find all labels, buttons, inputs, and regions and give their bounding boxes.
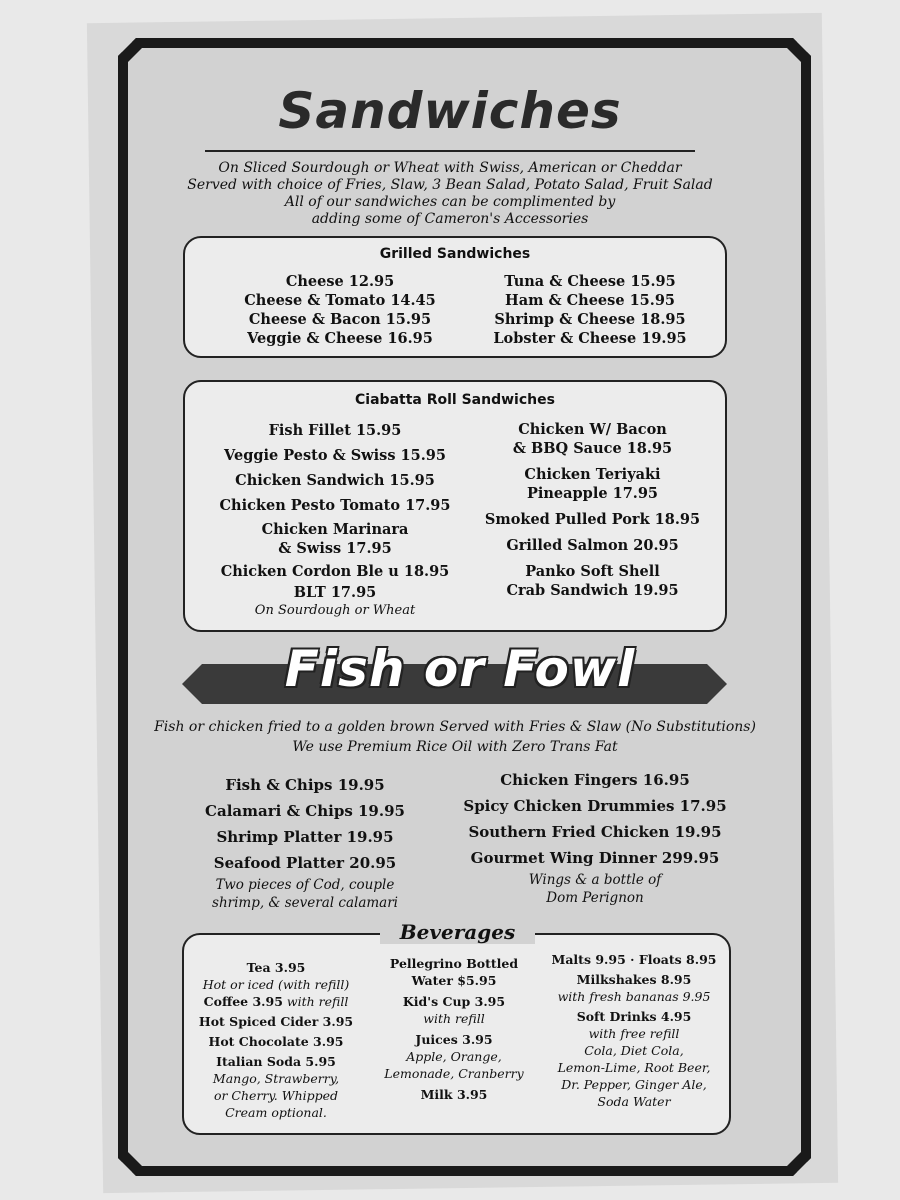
sandwiches-intro: [150, 160, 750, 228]
ciabatta-title: Ciabatta Roll Sandwiches: [355, 392, 555, 408]
menu-item-note: with refill: [286, 994, 349, 1009]
menu-item: Tea 3.95: [246, 960, 306, 975]
menu-item: Pineapple 17.95: [526, 485, 659, 502]
fish-left-list: [160, 772, 450, 912]
menu-item: Lobster & Cheese 19.95: [493, 330, 687, 347]
sandwiches-title: Sandwiches: [278, 82, 622, 140]
menu-item: Panko Soft Shell: [525, 563, 660, 580]
menu-item-note: Mango, Strawberry,: [212, 1071, 340, 1086]
beverages-col-2: [364, 955, 544, 1103]
menu-item: Pellegrino Bottled: [389, 956, 519, 971]
menu-item: Coffee 3.95: [203, 994, 283, 1009]
menu-item: Chicken Sandwich 15.95: [235, 472, 435, 489]
menu-item: Seafood Platter 20.95: [213, 854, 397, 872]
menu-item: Southern Fried Chicken 19.95: [468, 823, 722, 841]
menu-item-note: shrimp, & several calamari: [212, 895, 398, 911]
menu-item: Shrimp Platter 19.95: [216, 828, 394, 846]
menu-item-note: On Sourdough or Wheat: [254, 603, 416, 618]
intro-line: adding some of Cameron's Accessories: [311, 211, 589, 227]
menu-item: Calamari & Chips 19.95: [205, 802, 405, 820]
ciabatta-left-list: [195, 420, 475, 619]
intro-line: We use Premium Rice Oil with Zero Trans Fat: [292, 739, 618, 755]
menu-item: Fish & Chips 19.95: [225, 776, 385, 794]
menu-item: Smoked Pulled Pork 18.95: [484, 511, 701, 528]
beverages-col-3: [539, 951, 729, 1110]
menu-item: Soft Drinks 4.95: [576, 1009, 692, 1024]
menu-item: Chicken Fingers 16.95: [500, 771, 690, 789]
beverages-title: Beverages: [380, 920, 535, 944]
intro-line: On Sliced Sourdough or Wheat with Swiss, American or Cheddar: [218, 160, 682, 176]
grilled-sandwiches-box: [183, 236, 727, 358]
menu-item-note: Cola, Diet Cola,: [584, 1043, 684, 1058]
beverages-box: [182, 933, 731, 1135]
menu-item: Gourmet Wing Dinner 299.95: [470, 849, 720, 867]
menu-item: Chicken W/ Bacon: [518, 421, 667, 438]
ciabatta-right-list: [470, 420, 715, 600]
menu-item: Hot Spiced Cider 3.95: [198, 1014, 354, 1029]
menu-item: Cheese & Bacon 15.95: [248, 311, 432, 328]
menu-item: Italian Soda 5.95: [216, 1054, 336, 1069]
title-divider: [205, 150, 695, 152]
menu-item: Ham & Cheese 15.95: [505, 292, 675, 309]
beverages-col-1: [186, 959, 366, 1121]
menu-item-note: Dom Perignon: [546, 890, 644, 906]
menu-item: Malts 9.95 · Floats 8.95: [551, 952, 717, 967]
ciabatta-sandwiches-box: [183, 380, 727, 632]
fish-right-list: [440, 767, 750, 907]
menu-item-note: or Cherry. Whipped: [213, 1088, 339, 1103]
menu-item-note: Two pieces of Cod, couple: [215, 877, 395, 893]
menu-item: Crab Sandwich 19.95: [506, 582, 679, 599]
menu-item: Spicy Chicken Drummies 17.95: [463, 797, 727, 815]
intro-line: Served with choice of Fries, Slaw, 3 Bean Salad, Potato Salad, Fruit Salad: [187, 177, 713, 193]
grilled-right-list: [465, 272, 715, 348]
fish-or-fowl-title: Fish or Fowl: [284, 640, 636, 698]
menu-item: Cheese 12.95: [285, 273, 395, 290]
menu-item: & Swiss 17.95: [278, 540, 392, 557]
menu-item: Milk 3.95: [420, 1087, 488, 1102]
menu-item-note: Hot or iced (with refill): [202, 977, 350, 992]
menu-item: Kid's Cup 3.95: [402, 994, 506, 1009]
menu-item-note: Apple, Orange,: [406, 1049, 502, 1064]
menu-item-note: Wings & a bottle of: [528, 872, 662, 888]
intro-line: All of our sandwiches can be complimented by: [284, 194, 616, 210]
menu-item: & BBQ Sauce 18.95: [512, 440, 673, 457]
menu-item: Water $5.95: [411, 973, 497, 988]
menu-item: Chicken Marinara: [261, 521, 409, 538]
menu-item: BLT 17.95: [293, 584, 377, 601]
menu-item: Juices 3.95: [415, 1032, 493, 1047]
menu-item: Hot Chocolate 3.95: [208, 1034, 344, 1049]
fish-intro: [150, 717, 760, 757]
menu-item: Shrimp & Cheese 18.95: [494, 311, 686, 328]
grilled-left-list: [205, 272, 475, 348]
menu-item-note: with fresh bananas 9.95: [557, 989, 711, 1004]
menu-item: Chicken Teriyaki: [524, 466, 661, 483]
menu-item: Veggie & Cheese 16.95: [247, 330, 433, 347]
menu-item: Tuna & Cheese 15.95: [504, 273, 676, 290]
menu-item-note: Dr. Pepper, Ginger Ale,: [561, 1077, 707, 1092]
menu-item: Chicken Pesto Tomato 17.95: [219, 497, 451, 514]
menu-item-note: Lemon-Lime, Root Beer,: [557, 1060, 711, 1075]
menu-item-note: with refill: [423, 1011, 485, 1026]
menu-item: Milkshakes 8.95: [576, 972, 692, 987]
menu-item: Fish Fillet 15.95: [268, 422, 402, 439]
menu-item-note: with free refill: [588, 1026, 680, 1041]
menu-item-note: Cream optional.: [225, 1105, 327, 1120]
grilled-title: Grilled Sandwiches: [379, 246, 531, 262]
menu-item: Grilled Salmon 20.95: [506, 537, 679, 554]
menu-item-note: Lemonade, Cranberry: [384, 1066, 524, 1081]
intro-line: Fish or chicken fried to a golden brown Served with Fries & Slaw (No Substitutions): [154, 719, 756, 735]
menu-item: Chicken Cordon Ble u 18.95: [220, 563, 450, 580]
menu-item: Cheese & Tomato 14.45: [244, 292, 436, 309]
menu-item: Veggie Pesto & Swiss 15.95: [224, 447, 446, 464]
menu-item-note: Soda Water: [597, 1094, 671, 1109]
